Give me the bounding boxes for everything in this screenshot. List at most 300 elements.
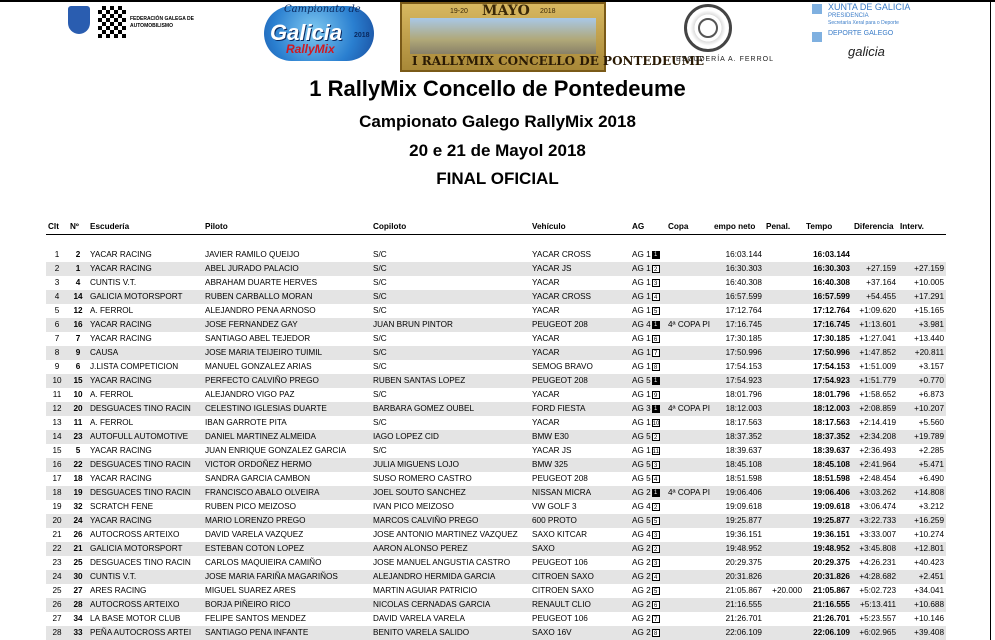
cell-pen <box>764 332 804 346</box>
cell-driver: ESTEBAN COTON LOPEZ <box>203 542 371 556</box>
cell-diff: +3:06.474 <box>852 500 898 514</box>
col-clt: Clt <box>48 222 59 231</box>
cell-cup <box>666 332 712 346</box>
cell-time: 17:30.185 <box>804 332 852 346</box>
cell-num: 6 <box>68 360 88 374</box>
cell-clt: 10 <box>46 374 68 388</box>
group-label: AG 2 <box>632 586 651 595</box>
class-position-badge: 1 <box>652 377 660 385</box>
championship-main: Galicia <box>270 20 343 45</box>
table-row <box>46 612 946 626</box>
cell-pen <box>764 318 804 332</box>
cell-net: 17:54.923 <box>712 374 764 388</box>
class-position-badge: 1 <box>652 489 660 497</box>
cell-net: 18:01.796 <box>712 388 764 402</box>
cell-diff: +1:09.620 <box>852 304 898 318</box>
cell-pen <box>764 276 804 290</box>
cell-vehicle: PEUGEOT 208 <box>530 472 630 486</box>
table-row <box>46 430 946 444</box>
cell-pen <box>764 402 804 416</box>
cell-net: 21:26.701 <box>712 612 764 626</box>
cell-ag <box>630 514 666 528</box>
cell-driver: CELESTINO IGLESIAS DUARTE <box>203 402 371 416</box>
cell-time: 19:06.406 <box>804 486 852 500</box>
cell-int: +3.981 <box>898 318 946 332</box>
cell-time: 18:37.352 <box>804 430 852 444</box>
cell-int: +6.490 <box>898 472 946 486</box>
cell-team: LA BASE MOTOR CLUB <box>88 612 203 626</box>
cell-num: 28 <box>68 598 88 612</box>
cell-pen <box>764 360 804 374</box>
cell-diff: +5:23.557 <box>852 612 898 626</box>
cell-diff: +4:28.682 <box>852 570 898 584</box>
cell-num: 26 <box>68 528 88 542</box>
table-row <box>46 290 946 304</box>
cell-vehicle: YACAR <box>530 416 630 430</box>
cell-codriver: MARCOS CALVIÑO PREGO <box>371 514 530 528</box>
cell-int: +6.873 <box>898 388 946 402</box>
cell-codriver: AARON ALONSO PEREZ <box>371 542 530 556</box>
class-position-badge: 8 <box>652 363 660 371</box>
cell-cup <box>666 248 712 262</box>
col-vehicle: Vehículo <box>532 222 566 231</box>
cell-ag <box>630 248 666 262</box>
table-row <box>46 542 946 556</box>
cell-cup <box>666 276 712 290</box>
cell-diff: +2:34.208 <box>852 430 898 444</box>
cell-team: AUTOCROSS ARTEIXO <box>88 598 203 612</box>
cell-codriver: BARBARA GOMEZ OUBEL <box>371 402 530 416</box>
class-position-badge: 3 <box>652 279 660 287</box>
cell-time: 20:31.826 <box>804 570 852 584</box>
cell-diff: +1:13.601 <box>852 318 898 332</box>
cell-codriver: JOEL SOUTO SANCHEZ <box>371 486 530 500</box>
cell-codriver: S/C <box>371 444 530 458</box>
header-gap <box>46 235 946 249</box>
cell-pen <box>764 486 804 500</box>
class-position-badge: 2 <box>652 265 660 273</box>
cell-diff: +4:26.231 <box>852 556 898 570</box>
cell-net: 18:12.003 <box>712 402 764 416</box>
cell-time: 16:30.303 <box>804 262 852 276</box>
cell-vehicle: PEUGEOT 106 <box>530 612 630 626</box>
steering-wheel-icon <box>698 18 718 38</box>
group-label: AG 5 <box>632 516 651 525</box>
group-label: AG 2 <box>632 614 651 623</box>
event-days: 19-20 <box>450 8 468 15</box>
cell-net: 19:48.952 <box>712 542 764 556</box>
class-position-badge: 8 <box>652 629 660 637</box>
xunta-secretariat: Secretaría Xeral para o Deporte <box>828 20 899 26</box>
class-position-badge: 3 <box>652 531 660 539</box>
cell-codriver: S/C <box>371 276 530 290</box>
cell-clt: 6 <box>46 318 68 332</box>
cell-ag <box>630 346 666 360</box>
championship-year: 2018 <box>354 32 370 39</box>
cell-driver: JOSE FERNANDEZ GAY <box>203 318 371 332</box>
page-title: 1 RallyMix Concello de Pontedeume <box>309 76 686 101</box>
group-label: AG 1 <box>632 390 651 399</box>
cell-diff: +2:36.493 <box>852 444 898 458</box>
cell-diff: +2:08.859 <box>852 402 898 416</box>
event-name: I RALLYMIX CONCELLO DE PONTEDEUME <box>412 54 705 68</box>
cell-ag <box>630 444 666 458</box>
cell-net: 16:03.144 <box>712 248 764 262</box>
cell-clt: 13 <box>46 416 68 430</box>
table-row <box>46 486 946 500</box>
event-poster-logo <box>400 2 705 72</box>
cell-codriver: S/C <box>371 304 530 318</box>
cell-diff: +1:47.852 <box>852 346 898 360</box>
cell-num: 30 <box>68 570 88 584</box>
cell-diff: +3:45.808 <box>852 542 898 556</box>
cell-diff: +3:22.733 <box>852 514 898 528</box>
group-label: AG 1 <box>632 306 651 315</box>
cell-ag <box>630 598 666 612</box>
cell-driver: DAVID VARELA VAZQUEZ <box>203 528 371 542</box>
cell-driver: FRANCISCO ABALO OLVEIRA <box>203 486 371 500</box>
cell-num: 7 <box>68 332 88 346</box>
table-row <box>46 514 946 528</box>
cell-vehicle: SEMOG BRAVO <box>530 360 630 374</box>
cell-net: 19:25.877 <box>712 514 764 528</box>
group-label: AG 5 <box>632 432 651 441</box>
cell-vehicle: YACAR <box>530 388 630 402</box>
table-row <box>46 318 946 332</box>
cell-ag <box>630 612 666 626</box>
class-position-badge: 1 <box>652 321 660 329</box>
cell-time: 19:25.877 <box>804 514 852 528</box>
cell-pen <box>764 444 804 458</box>
cell-clt: 8 <box>46 346 68 360</box>
cell-vehicle: BMW 325 <box>530 458 630 472</box>
cell-team: AUTOCROSS ARTEIXO <box>88 528 203 542</box>
cell-team: YACAR RACING <box>88 248 203 262</box>
cell-clt: 11 <box>46 388 68 402</box>
cell-team: YACAR RACING <box>88 262 203 276</box>
cell-diff: +27.159 <box>852 262 898 276</box>
col-interval: Interv. <box>900 222 924 231</box>
cell-net: 21:16.555 <box>712 598 764 612</box>
cell-team: DESGUACES TINO RACIN <box>88 402 203 416</box>
cell-pen <box>764 472 804 486</box>
class-position-badge: 2 <box>652 545 660 553</box>
cell-team: A. FERROL <box>88 416 203 430</box>
group-label: AG 2 <box>632 558 651 567</box>
cell-diff: +2:48.454 <box>852 472 898 486</box>
table-row <box>46 458 946 472</box>
cell-driver: FELIPE SANTOS MENDEZ <box>203 612 371 626</box>
cell-codriver: S/C <box>371 416 530 430</box>
table-row <box>46 262 946 276</box>
cell-team: YACAR RACING <box>88 374 203 388</box>
cell-ag <box>630 304 666 318</box>
cell-pen <box>764 556 804 570</box>
cell-diff: +5:13.411 <box>852 598 898 612</box>
cell-ag <box>630 626 666 640</box>
col-net-time: empo neto <box>714 222 756 231</box>
cell-time: 18:45.108 <box>804 458 852 472</box>
cell-codriver: BENITO VARELA SALIDO <box>371 626 530 640</box>
group-label: AG 3 <box>632 404 651 413</box>
cell-codriver: S/C <box>371 346 530 360</box>
cell-clt: 26 <box>46 598 68 612</box>
cell-num: 22 <box>68 458 88 472</box>
cell-int: +10.146 <box>898 612 946 626</box>
cell-net: 17:30.185 <box>712 332 764 346</box>
cell-vehicle: YACAR JS <box>530 444 630 458</box>
cell-time: 18:17.563 <box>804 416 852 430</box>
cell-driver: ALEJANDRO VIGO PAZ <box>203 388 371 402</box>
cell-num: 21 <box>68 542 88 556</box>
class-position-badge: 6 <box>652 601 660 609</box>
cell-driver: SANTIAGO PENA INFANTE <box>203 626 371 640</box>
group-label: AG 5 <box>632 376 651 385</box>
cell-codriver: S/C <box>371 388 530 402</box>
cell-cup <box>666 514 712 528</box>
col-time: Tempo <box>806 222 833 231</box>
cell-ag <box>630 290 666 304</box>
table-row <box>46 444 946 458</box>
cell-clt: 27 <box>46 612 68 626</box>
cell-int: +3.212 <box>898 500 946 514</box>
group-label: AG 1 <box>632 446 651 455</box>
cell-time: 20:29.375 <box>804 556 852 570</box>
cell-vehicle: CITROEN SAXO <box>530 584 630 598</box>
cell-cup <box>666 584 712 598</box>
cell-codriver: S/C <box>371 360 530 374</box>
table-row <box>46 570 946 584</box>
cell-cup <box>666 304 712 318</box>
cell-int <box>898 248 946 262</box>
cell-clt: 20 <box>46 514 68 528</box>
col-cup: Copa <box>668 222 689 231</box>
cell-driver: IBAN GARROTE PITA <box>203 416 371 430</box>
cell-ag <box>630 458 666 472</box>
cell-cup <box>666 570 712 584</box>
cell-time: 17:12.764 <box>804 304 852 318</box>
cell-cup <box>666 500 712 514</box>
championship-sub: RallyMix <box>286 42 335 56</box>
cell-ag <box>630 332 666 346</box>
cell-cup: 4ª COPA PI <box>666 318 712 332</box>
cell-driver: RUBEN PICO MEIZOSO <box>203 500 371 514</box>
organizer-logo <box>676 4 774 66</box>
cell-team: PEÑA AUTOCROSS ARTEI <box>88 626 203 640</box>
class-position-badge: 7 <box>652 615 660 623</box>
cell-driver: JOSE MARIA TEIJEIRO TUIMIL <box>203 346 371 360</box>
cell-int: +16.259 <box>898 514 946 528</box>
cell-clt: 3 <box>46 276 68 290</box>
group-label: AG 2 <box>632 600 651 609</box>
cell-clt: 24 <box>46 570 68 584</box>
class-position-badge: 3 <box>652 461 660 469</box>
cell-vehicle: FORD FIESTA <box>530 402 630 416</box>
xunta-name: XUNTA DE GALICIA <box>828 2 911 12</box>
cell-time: 16:03.144 <box>804 248 852 262</box>
cell-codriver: S/C <box>371 248 530 262</box>
cell-codriver: JUAN BRUN PINTOR <box>371 318 530 332</box>
group-label: AG 1 <box>632 292 651 301</box>
championship-logo <box>258 2 380 64</box>
cell-num: 32 <box>68 500 88 514</box>
table-row <box>46 374 946 388</box>
cell-int: +5.471 <box>898 458 946 472</box>
cell-cup <box>666 416 712 430</box>
cell-driver: DANIEL MARTINEZ ALMEIDA <box>203 430 371 444</box>
group-label: AG 5 <box>632 474 651 483</box>
cell-int: +10.688 <box>898 598 946 612</box>
cell-codriver: IVAN PICO MEIZOSO <box>371 500 530 514</box>
cell-net: 19:06.406 <box>712 486 764 500</box>
col-ag: AG <box>632 222 645 231</box>
cell-num: 9 <box>68 346 88 360</box>
cell-ag <box>630 500 666 514</box>
cell-driver: BORJA PIÑEIRO RICO <box>203 598 371 612</box>
cell-clt: 1 <box>46 248 68 262</box>
table-row <box>46 626 946 640</box>
cell-team: ARES RACING <box>88 584 203 598</box>
cell-ag <box>630 472 666 486</box>
cell-clt: 25 <box>46 584 68 598</box>
cell-diff: +5:02.723 <box>852 584 898 598</box>
cell-pen <box>764 528 804 542</box>
cell-diff: +1:51.009 <box>852 360 898 374</box>
cell-num: 14 <box>68 290 88 304</box>
cell-net: 17:12.764 <box>712 304 764 318</box>
cell-clt: 21 <box>46 528 68 542</box>
cell-diff: +37.164 <box>852 276 898 290</box>
cell-ag <box>630 276 666 290</box>
group-label: AG 2 <box>632 488 651 497</box>
cell-int: +39.408 <box>898 626 946 640</box>
group-label: AG 1 <box>632 362 651 371</box>
cell-int: +40.423 <box>898 556 946 570</box>
cell-pen <box>764 458 804 472</box>
cell-codriver: DAVID VARELA VARELA <box>371 612 530 626</box>
cell-time: 18:39.637 <box>804 444 852 458</box>
cell-codriver: JOSE ANTONIO MARTINEZ VAZQUEZ <box>371 528 530 542</box>
table-row <box>46 528 946 542</box>
cell-vehicle: YACAR <box>530 276 630 290</box>
cell-pen <box>764 262 804 276</box>
cell-clt: 19 <box>46 500 68 514</box>
cell-int: +5.560 <box>898 416 946 430</box>
cell-cup <box>666 542 712 556</box>
cell-vehicle: PEUGEOT 208 <box>530 374 630 388</box>
cell-pen <box>764 248 804 262</box>
table-header <box>46 220 946 235</box>
cell-int: +17.291 <box>898 290 946 304</box>
group-label: AG 1 <box>632 348 651 357</box>
cell-vehicle: YACAR CROSS <box>530 248 630 262</box>
table-row <box>46 276 946 290</box>
cell-team: GALICIA MOTORSPORT <box>88 542 203 556</box>
cell-team: DESGUACES TINO RACIN <box>88 486 203 500</box>
cell-num: 20 <box>68 402 88 416</box>
cell-diff: +3:03.262 <box>852 486 898 500</box>
class-position-badge: 3 <box>652 559 660 567</box>
table-row <box>46 416 946 430</box>
cell-time: 17:16.745 <box>804 318 852 332</box>
cell-team: CUNTIS V.T. <box>88 276 203 290</box>
cell-cup <box>666 626 712 640</box>
cell-clt: 15 <box>46 444 68 458</box>
cell-diff: +1:27.041 <box>852 332 898 346</box>
cell-codriver: NICOLAS CERNADAS GARCIA <box>371 598 530 612</box>
cell-vehicle: SAXO KITCAR <box>530 528 630 542</box>
galicia-wordmark: galicia <box>848 44 885 59</box>
cell-ag <box>630 388 666 402</box>
table-row <box>46 388 946 402</box>
cell-ag <box>630 486 666 500</box>
group-label: AG 1 <box>632 418 651 427</box>
cell-cup <box>666 290 712 304</box>
cell-time: 18:51.598 <box>804 472 852 486</box>
cell-int: +2.285 <box>898 444 946 458</box>
table-row <box>46 346 946 360</box>
cell-int: +3.157 <box>898 360 946 374</box>
deporte-galego: DEPORTE GALEGO <box>828 30 894 37</box>
cell-cup <box>666 374 712 388</box>
cell-time: 18:12.003 <box>804 402 852 416</box>
cell-num: 4 <box>68 276 88 290</box>
cell-int: +12.801 <box>898 542 946 556</box>
cell-vehicle: RENAULT CLIO <box>530 598 630 612</box>
group-label: AG 2 <box>632 572 651 581</box>
cell-ag <box>630 374 666 388</box>
cell-pen <box>764 598 804 612</box>
cell-time: 22:06.109 <box>804 626 852 640</box>
class-position-badge: 5 <box>652 587 660 595</box>
xunta-dept: PRESIDENCIA <box>828 13 869 19</box>
cell-clt: 2 <box>46 262 68 276</box>
cell-pen <box>764 612 804 626</box>
cell-time: 16:40.308 <box>804 276 852 290</box>
cell-vehicle: NISSAN MICRA <box>530 486 630 500</box>
cell-diff: +6:02.965 <box>852 626 898 640</box>
class-position-badge: 2 <box>652 433 660 441</box>
cell-clt: 23 <box>46 556 68 570</box>
cell-codriver: IAGO LOPEZ CID <box>371 430 530 444</box>
event-month: MAYO <box>482 3 530 19</box>
cell-int: +27.159 <box>898 262 946 276</box>
cell-pen: +20.000 <box>764 584 804 598</box>
cell-ag <box>630 430 666 444</box>
cell-num: 34 <box>68 612 88 626</box>
cell-cup <box>666 458 712 472</box>
cell-team: GALICIA MOTORSPORT <box>88 290 203 304</box>
cell-driver: MIGUEL SUAREZ ARES <box>203 584 371 598</box>
cell-num: 23 <box>68 430 88 444</box>
cell-ag <box>630 360 666 374</box>
cell-codriver: S/C <box>371 262 530 276</box>
cell-num: 12 <box>68 304 88 318</box>
cell-vehicle: PEUGEOT 208 <box>530 318 630 332</box>
federation-logo <box>64 6 204 48</box>
cell-team: A. FERROL <box>88 304 203 318</box>
cell-driver: VICTOR ORDOÑEZ HERMO <box>203 458 371 472</box>
cell-net: 17:16.745 <box>712 318 764 332</box>
cell-net: 19:36.151 <box>712 528 764 542</box>
cell-int: +19.789 <box>898 430 946 444</box>
cell-ag <box>630 528 666 542</box>
class-position-badge: 7 <box>652 349 660 357</box>
cell-vehicle: SAXO 16V <box>530 626 630 640</box>
cell-int: +2.451 <box>898 570 946 584</box>
cell-vehicle: 600 PROTO <box>530 514 630 528</box>
class-position-badge: 4 <box>652 573 660 581</box>
